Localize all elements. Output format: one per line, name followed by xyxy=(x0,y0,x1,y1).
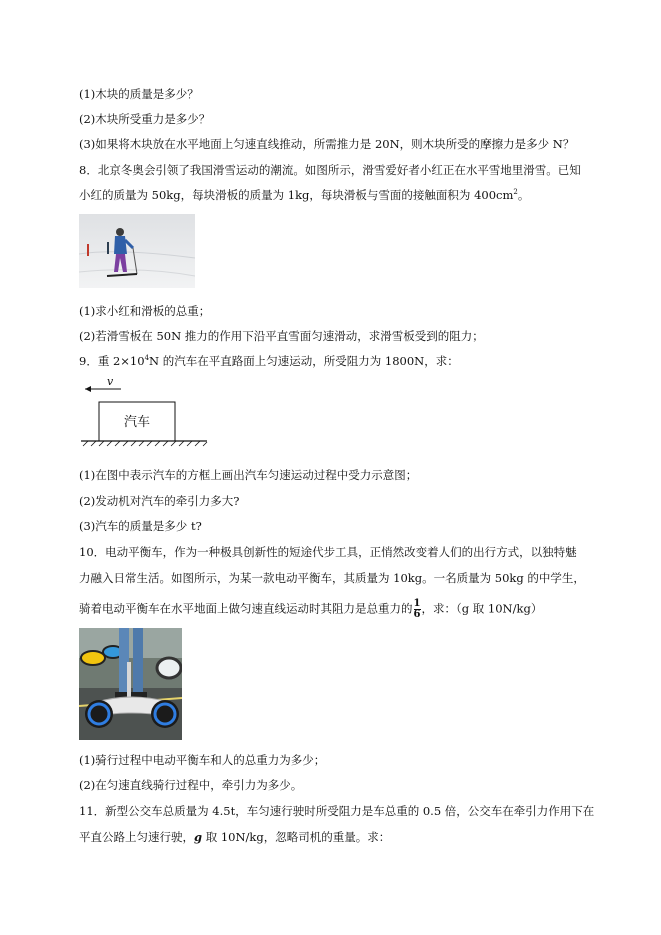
q9-intro-end: N 的汽车在平直路面上匀速运动，所受阻力为 1800N，求： xyxy=(149,354,459,368)
q11-intro-text: 平直公路上匀速行驶， xyxy=(79,830,194,844)
q10-part1: (1)骑行过程中电动平衡车和人的总重力为多少； xyxy=(79,753,326,767)
q9-intro-text: 9．重 2×10 xyxy=(79,354,145,368)
car-diagram xyxy=(79,375,209,447)
q8-area-unit-superscript: 2 xyxy=(513,188,518,197)
q11-intro-line1: 11．新型公交车总质量为 4.5t，车匀速行驶时所受阻力是车总重的 0.5 倍，公交车在牵引力作用下在 xyxy=(79,804,595,818)
velocity-label: v xyxy=(107,375,114,388)
q8-intro-line1: 8．北京冬奥会引领了我国滑雪运动的潮流。如图所示，滑雪爱好者小红正在水平雪地里滑雪。已知 xyxy=(79,163,581,177)
q8-part1: (1)求小红和滑板的总重； xyxy=(79,304,211,318)
q10-intro-line3 xyxy=(79,599,542,620)
skier-image xyxy=(79,214,195,288)
fraction-numerator: 1 xyxy=(413,598,421,609)
q10-intro-text: 骑着电动平衡车在水平地面上做匀速直线运动时其阻力是总重力的 xyxy=(79,601,413,616)
q11-g-symbol: g xyxy=(194,830,203,844)
velocity-arrow-head-icon xyxy=(85,386,91,392)
ground-hatching xyxy=(83,441,207,446)
balance-scooter-photo xyxy=(79,628,182,740)
skier-photo xyxy=(79,214,195,288)
balance-scooter-image xyxy=(79,628,182,740)
q9-exponent: 4 xyxy=(144,354,150,363)
q10-part2: (2)在匀速直线骑行过程中，牵引力为多少。 xyxy=(79,778,303,792)
q8-part2: (2)若滑雪板在 50N 推力的作用下沿平直雪面匀速滑动，求滑雪板受到的阻力； xyxy=(79,329,484,343)
q11-intro-end: 取 10N/kg，忽略司机的重量。求： xyxy=(202,830,391,844)
q11-intro-line2 xyxy=(79,829,390,845)
q9-part2: (2)发动机对汽车的牵引力多大? xyxy=(79,494,240,508)
q8-intro-text: 小红的质量为 50kg，每块滑板的质量为 1kg，每块滑板与雪面的接触面积为 400cm xyxy=(79,188,514,202)
q9-part3: (3)汽车的质量是多少 t? xyxy=(79,519,202,533)
fraction-denominator: 6 xyxy=(413,609,421,620)
q10-intro-line1: 10．电动平衡车，作为一种极具创新性的短途代步工具，正悄然改变着人们的出行方式，以独特魅 xyxy=(79,545,577,559)
q10-intro-line2: 力融入日常生活。如图所示，为某一款电动平衡车，其质量为 10kg。一名质量为 50kg 的中学生， xyxy=(79,571,585,585)
q7-part2: (2)木块所受重力是多少？ xyxy=(79,112,211,126)
q7-part1: (1)木块的质量是多少？ xyxy=(79,87,199,101)
q9-intro xyxy=(79,353,459,369)
q8-intro-end: 。 xyxy=(517,188,530,202)
q9-part1: (1)在图中表示汽车的方框上画出汽车匀速运动过程中受力示意图； xyxy=(79,468,418,482)
car-label: 汽车 xyxy=(123,415,151,430)
q7-part3: (3)如果将木块放在水平地面上匀速直线推动，所需推力是 20N，则木块所受的摩擦力是多少 N？ xyxy=(79,137,575,151)
one-sixth-fraction xyxy=(414,599,421,620)
q8-intro-line2 xyxy=(79,187,529,203)
q10-intro-end: ，求：（g 取 10N/kg） xyxy=(421,601,543,616)
